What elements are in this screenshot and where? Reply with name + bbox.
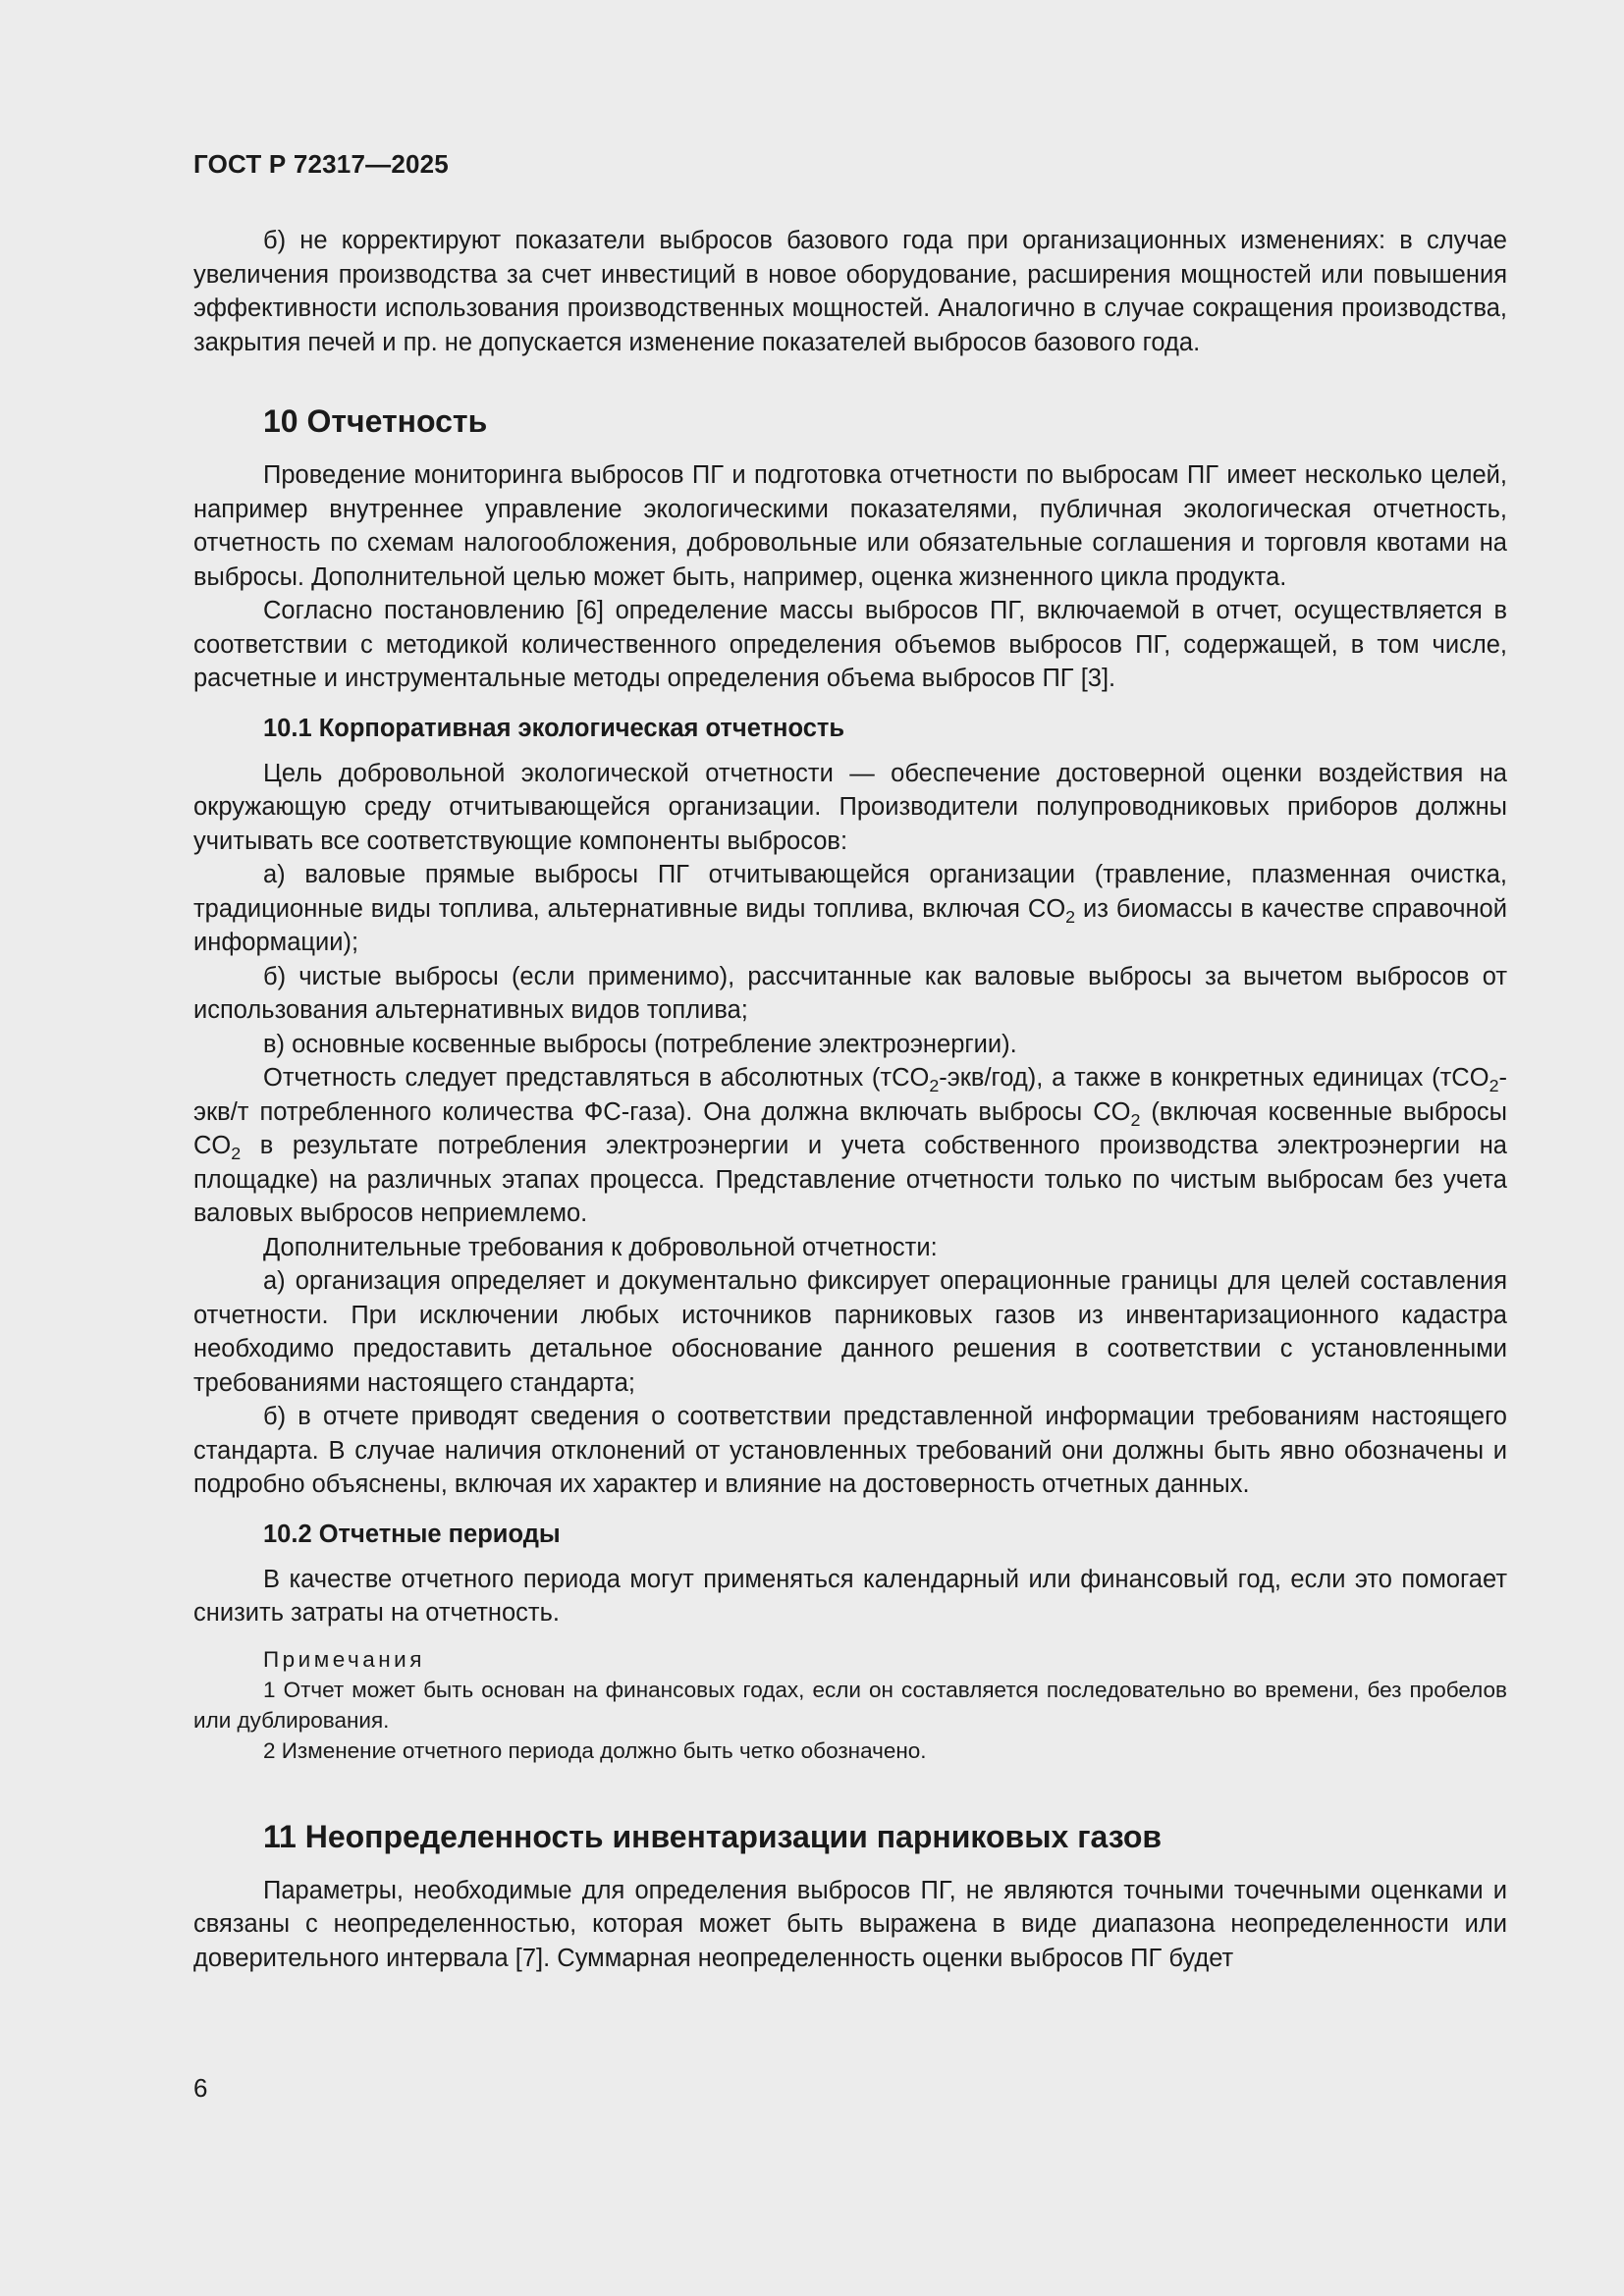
note-1: 1 Отчет может быть основан на финансовых годах, если он составляется последовательно во времени, без пробелов или дублирования. bbox=[193, 1677, 1507, 1733]
list-item-b: б) чистые выбросы (если применимо), рассчитанные как валовые выбросы за вычетом выбросов от использования альтернативных видов топлива; bbox=[193, 962, 1507, 1024]
section-10-1-title: 10.1 Корпоративная экологическая отчетность bbox=[263, 714, 845, 742]
section-10-paragraph-1: Проведение мониторинга выбросов ПГ и подготовка отчетности по выбросам ПГ имеет несколько целей, например внутреннее управление экологическими показателями, публичная экологическая отчетность, отчетность по схемам налогообложения, добровольные или обязательные соглашения и торговля квотами на выбросы. Дополнительной целью может быть, например, оценка жизненного цикла продукта. bbox=[193, 461, 1507, 591]
page-number: 6 bbox=[193, 2073, 208, 2103]
notes-title: Примечания bbox=[263, 1646, 425, 1672]
section-10-2-paragraph-1: В качестве отчетного периода могут применяться календарный или финансовый год, если это помогает снизить затраты на отчетность. bbox=[193, 1565, 1507, 1627]
note-2: 2 Изменение отчетного периода должно быть четко обозначено. bbox=[263, 1737, 927, 1763]
section-10-1-paragraph-1: Цель добровольной экологической отчетности — обеспечение достоверной оценки воздействия на окружающую среду отчитывающейся организации. Производители полупроводниковых приборов должны учитывать все соответствующие компоненты выбросов: bbox=[193, 759, 1507, 855]
document-header: ГОСТ Р 72317—2025 bbox=[193, 149, 449, 179]
additional-requirements-paragraph: Дополнительные требования к добровольной отчетности: bbox=[263, 1233, 938, 1261]
requirement-b: б) в отчете приводят сведения о соответствии представленной информации требованиям настоящего стандарта. В случае наличия отклонений от установленных требований они должны быть явно обозначены и подробно объяснены, включая их характер и влияние на достоверность отчетных данных. bbox=[193, 1403, 1507, 1498]
list-item-c: в) основные косвенные выбросы (потребление электроэнергии). bbox=[263, 1030, 1017, 1058]
section-10-paragraph-2: Согласно постановлению [6] определение массы выбросов ПГ, включаемой в отчет, осуществляется в соответствии с методикой количественного определения объемов выбросов ПГ, содержащей, в том числе, расчетные и инструментальные методы определения объема выбросов ПГ [3]. bbox=[193, 597, 1507, 692]
section-10-title: 10 Отчетность bbox=[263, 403, 488, 439]
reporting-paragraph: Отчетность следует представляться в абсолютных (тCO$_2$-экв/год), а также в конкретных единицах (тCO$_2$-экв/т потребленного количества ФС-газа). Она должна включать выбросы $CO_2$ (включая косвенные выбросы $CO_2$ в результате потребления электроэнергии и учета собственного производства электроэнергии на площадке) на различных этапах процесса. Представление отчетности только по чистым выбросам без учета валовых выбросов неприемлемо. bbox=[193, 1064, 1507, 1227]
section-10-2-title: 10.2 Отчетные периоды bbox=[263, 1520, 561, 1548]
list-item-a: а) валовые прямые выбросы ПГ отчитывающейся организации (травление, плазменная очистка, традиционные виды топлива, альтернативные виды топлива, включая $CO_2$ из биомассы в качестве справочной информации); bbox=[193, 861, 1507, 956]
paragraph-b-base-year: б) не корректируют показатели выбросов базового года при организационных изменениях: в случае увеличения производства за счет инвестиций в новое оборудование, расширения мощностей или повышения эффективности использования производственных мощностей. Аналогично в случае сокращения производства, закрытия печей и пр. не допускается изменение показателей выбросов базового года. bbox=[193, 227, 1507, 356]
requirement-a: а) организация определяет и документально фиксирует операционные границы для целей составления отчетности. При исключении любых источников парниковых газов из инвентаризационного кадастра необходимо предоставить детальное обоснование данного решения в соответствии с установленными требованиями настоящего стандарта; bbox=[193, 1267, 1507, 1397]
section-11-title: 11 Неопределенность инвентаризации парниковых газов bbox=[263, 1818, 1163, 1854]
section-11-paragraph-1: Параметры, необходимые для определения выбросов ПГ, не являются точными точечными оценками и связаны с неопределенностью, которая может быть выражена в виде диапазона неопределенности или доверительного интервала [7]. Суммарная неопределенность оценки выбросов ПГ будет bbox=[193, 1876, 1507, 1972]
document-body bbox=[193, 224, 1507, 1975]
